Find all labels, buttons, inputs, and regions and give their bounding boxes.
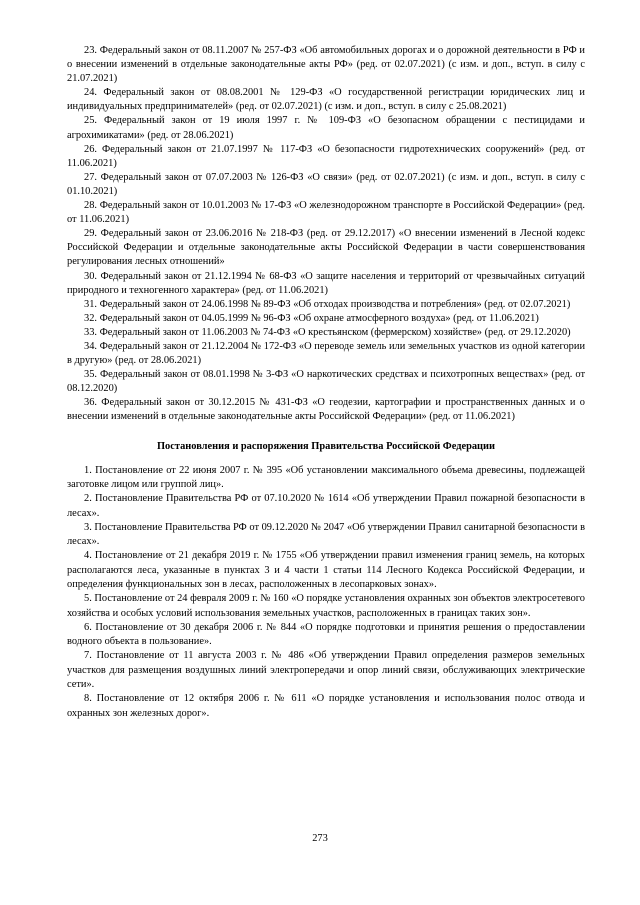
list-item: 34. Федеральный закон от 21.12.2004 № 172-ФЗ «О переводе земель или земельных участков из одной категории в другую» (ред. от 28.06.2021)	[67, 340, 585, 367]
list-item: 35. Федеральный закон от 08.01.1998 № 3-ФЗ «О наркотических средствах и психотропных веществах» (ред. от 08.12.2020)	[67, 369, 585, 395]
list-item: 28. Федеральный закон от 10.01.2003 № 17-ФЗ «О железнодорожном транспорте в Российской Федерации» (ред. от 11.06.2021)	[67, 200, 585, 226]
list-item: 25. Федеральный закон от 19 июля 1997 г. № 109-ФЗ «О безопасном обращении с пестицидами и агрохимикатами» (ред. от 28.06.2021)	[67, 115, 585, 141]
list-item: 7. Постановление от 11 августа 2003 г. № 486 «Об утверждении Правил определения размеров земельных участков для размещения воздушных линий электропередачи и опор линий связи, обслуживающих электрические сети».	[67, 650, 585, 691]
list-item: 23. Федеральный закон от 08.11.2007 № 257-ФЗ «Об автомобильных дорогах и о дорожной деятельности в РФ и о внесении изменений в отдельные законодательные акты РФ» (ред. от 02.07.2021) (с изм. и доп., вступ. в силу с 21.07.2021)	[67, 45, 585, 85]
list-item: 6. Постановление от 30 декабря 2006 г. № 844 «О порядке подготовки и принятия решения о предоставлении водного объекта в пользование».	[67, 621, 585, 648]
section-heading: Постановления и распоряжения Правительства Российской Федерации	[156, 440, 496, 452]
federal-laws-list	[67, 44, 585, 425]
page-number: 273	[312, 833, 328, 844]
list-item: 3. Постановление Правительства РФ от 09.12.2020 № 2047 «Об утверждении Правил санитарной безопасности в лесах».	[67, 521, 585, 548]
list-item: 30. Федеральный закон от 21.12.1994 № 68-ФЗ «О защите населения и территорий от чрезвычайных ситуаций природного и техногенного характера» (ред. от 11.06.2021)	[67, 270, 585, 296]
list-item: 1. Постановление от 22 июня 2007 г. № 395 «Об установлении максимального объема древесины, подлежащей заготовке лицом или группой лиц».	[67, 464, 585, 490]
list-item: 2. Постановление Правительства РФ от 07.10.2020 № 1614 «Об утверждении Правил пожарной безопасности в лесах».	[67, 493, 585, 519]
list-item: 26. Федеральный закон от 21.07.1997 № 117-ФЗ «О безопасности гидротехнических сооружений» (ред. от 11.06.2021)	[67, 143, 585, 169]
list-item: 33. Федеральный закон от 11.06.2003 № 74-ФЗ «О крестьянском (фермерском) хозяйстве» (ред. от 29.12.2020)	[84, 326, 571, 338]
list-item: 8. Постановление от 12 октября 2006 г. № 611 «О порядке установления и использования полос отвода и охранных зон железных дорог».	[67, 693, 585, 719]
document-page	[67, 44, 585, 721]
list-item: 29. Федеральный закон от 23.06.2016 № 218-ФЗ (ред. от 29.12.2017) «О внесении изменений в Лесной кодекс Российской Федерации и отдельные законодательные акты Российской Федерации в части совершенствования регулирования лесных отношений»	[67, 228, 585, 268]
list-item: 36. Федеральный закон от 30.12.2015 № 431-ФЗ «О геодезии, картографии и пространственных данных и о внесении изменений в отдельные законодательные акты Российской Федерации» (ред. от 11.06.2021)	[67, 397, 585, 423]
list-item: 24. Федеральный закон от 08.08.2001 № 129-ФЗ «О государственной регистрации юридических лиц и индивидуальных предпринимателей» (ред. от 02.07.2021) (с изм. и доп., вступ. в силу с 25.08.2021)	[67, 87, 585, 113]
list-item: 32. Федеральный закон от 04.05.1999 № 96-ФЗ «Об охране атмосферного воздуха» (ред. от 11.06.2021)	[84, 312, 539, 324]
list-item: 31. Федеральный закон от 24.06.1998 № 89-ФЗ «Об отходах производства и потребления» (ред. от 02.07.2021)	[84, 298, 571, 310]
list-item: 4. Постановление от 21 декабря 2019 г. № 1755 «Об утверждении правил изменения границ земель, на которых располагаются леса, указанные в пунктах 3 и 4 части 1 статьи 114 Лесного Кодекса Российской Федерации, и определения функциональных зон в лесах, расположенных в лесопарковых зонах».	[67, 550, 585, 590]
resolutions-list	[67, 464, 585, 721]
list-item: 27. Федеральный закон от 07.07.2003 № 126-ФЗ «О связи» (ред. от 02.07.2021) (с изм. и доп., вступ. в силу с 01.10.2021)	[67, 171, 585, 197]
list-item: 5. Постановление от 24 февраля 2009 г. № 160 «О порядке установления охранных зон объектов электросетевого хозяйства и особых условий использования земельных участков, расположенных в границах таких зон».	[67, 593, 585, 619]
